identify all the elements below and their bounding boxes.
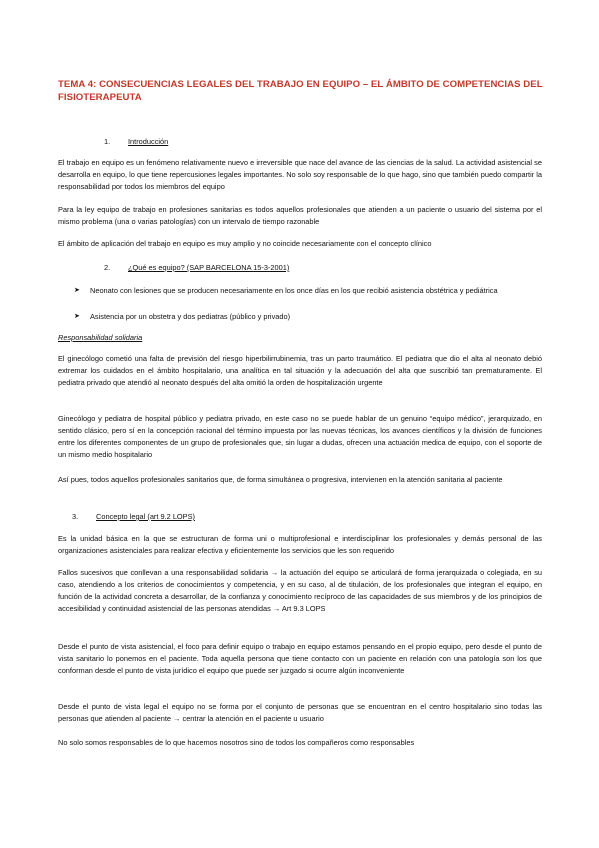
arrow-bullet-icon: ➤ [74, 313, 80, 320]
paragraph-case-1: El ginecólogo cometió una falta de previsión del riesgo hiperbilirrubinemia, tras un parto traumático. El pediatra que dio el alta al neonato debió extremar los cuidados en el ámbito hospitalario, una analítica en tal situación y la adecuación del alta que suscribió tan prematuramente. El pediatra privado que atendió al neonato después del alta omitió la orden de hospitalización urgente [58, 354, 542, 387]
paragraph-legal-5: No solo somos responsables de lo que hacemos nosotros sino de todos los compañeros como responsables [58, 738, 415, 747]
list-item-text: Asistencia por un obstetra y dos pediatras (público y privado) [90, 312, 291, 321]
list-item-text: Neonato con lesiones que se producen necesariamente en los once días en los que recibió asistencia obstétrica y pediátrica [90, 286, 498, 295]
paragraph-case-2: Ginecólogo y pediatra de hospital público y pediatra privado, en este caso no se puede hablar de un genuino “equipo médico”, jerarquizado, en sentido clásico, pero sí en la concepción racional del término impuesta por las nuevas técnicas, los avances científicos y la división de funciones entre los diferentes componentes de un grupo de profesionales que, sin lugar a dudas, ofrecen una actuación medica de equipo, con el soporte de un mismo medio hospitalario [58, 414, 542, 459]
section-number: 1. [104, 137, 111, 146]
paragraph-intro-1: El trabajo en equipo es un fenómeno relativamente nuevo e irreversible que nace del avance de las ciencias de la salud. La actividad asistencial se desarrolla en equipo, lo que tiene repercusiones legales importantes. No solo soy responsable de lo que hago, sino que también puedo compartir la responsabilidad por todos los miembros del equipo [58, 158, 542, 191]
section-title: Introducción [128, 137, 169, 146]
paragraph-intro-2: Para la ley equipo de trabajo en profesiones sanitarias es todos aquellos profesionales que atienden a un paciente o usuario del sistema por el mismo problema (una o varias patologías) con un intervalo de tiempo razonable [58, 205, 542, 226]
document-title: TEMA 4: CONSECUENCIAS LEGALES DEL TRABAJO EN EQUIPO – EL ÁMBITO DE COMPETENCIAS DEL FISIOTERAPEUTA [58, 79, 543, 103]
paragraph-legal-3: Desde el punto de vista asistencial, el foco para definir equipo o trabajo en equipo estamos pensando en el propio equipo, pero desde el punto de vista sanitario lo ponemos en el paciente. Toda aquella persona que tiene contacto con un paciente en relación con una patología son los que conforman desde el punto de vista jurídico el equipo que puede ser juzgado si ocurre algún inconveniente [58, 642, 542, 675]
paragraph-legal-2: Fallos sucesivos que conllevan a una responsabilidad solidaria → la actuación del equipo se articulará de forma jerarquizada o colegiada, en su caso, atendiendo a los criterios de conocimientos y competencia, y en su caso, al de titulación, de los profesionales que integran el equipo, en función de la actividad concreta a desarrollar, de la confianza y conocimiento recíproco de las capacidades de sus miembros y de los principios de accesibilidad y continuidad asistencial de las personas atendidas → Art 9.3 LOPS [58, 568, 542, 613]
paragraph-case-3: Así pues, todos aquellos profesionales sanitarios que, de forma simultánea o progresiva, intervienen en la atención sanitaria al paciente [58, 475, 503, 484]
paragraph-legal-4: Desde el punto de vista legal el equipo no se forma por el conjunto de personas que se encuentran en el centro hospitalario sino todas las personas que atienden al paciente → centrar la atención en el paciente u usuario [58, 702, 542, 723]
section-title: ¿Qué es equipo? (SAP BARCELONA 15-3-2001) [128, 263, 290, 272]
arrow-bullet-icon: ➤ [74, 287, 80, 294]
section-number: 3. [72, 512, 79, 521]
paragraph-legal-1: Es la unidad básica en la que se estructuran de forma uni o multiprofesional e interdisciplinar los profesionales y demás personal de las organizaciones asistenciales para realizar efectiva y eficientemente los servicios que les son requerido [58, 534, 542, 555]
section-title: Concepto legal (art 9.2 LOPS) [96, 512, 196, 521]
subheading-responsabilidad: Responsabilidad solidaria [58, 333, 143, 342]
paragraph-intro-3: El ámbito de aplicación del trabajo en equipo es muy amplio y no coincide necesariamente con el concepto clínico [58, 239, 432, 248]
section-number: 2. [104, 263, 111, 272]
